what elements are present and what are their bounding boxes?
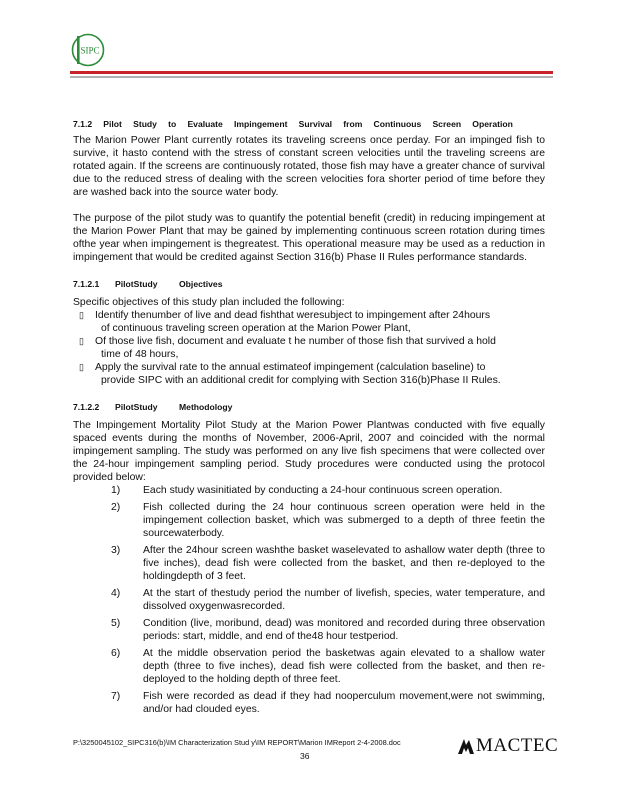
mactec-logo-icon bbox=[456, 736, 476, 756]
paragraph-screen-rotation: The Marion Power Plant currently rotates its traveling screens once perday. For an impinged fish to survive, it hasto contend with the stress of constant screen velocities until the traveling screens are rotated again. If the screens are continuously rotated, those fish may have a greater chance of survival due to the reduced stress of dealing with the screen velocities fora shorter period of time before they are washed back into the source water body. bbox=[73, 135, 545, 198]
section-heading-7-1-2: 7.1.2 Pilot Study to Evaluate Impingement Survival from Continuous Screen Operation bbox=[73, 119, 513, 129]
protocol-step: 2) Fish collected during the 24 hour continuous screen operation were held in the impingement collection basket, which was submerged to a depth of three feetin the sourcewaterbody. bbox=[111, 502, 545, 539]
objective-bullet: ▯ Apply the survival rate to the annual estimateof impingement (calculation baseline) to provide SIPC with an additional credit for complying with Section 316(b)Phase II Rules. bbox=[79, 362, 501, 386]
document-body bbox=[73, 118, 545, 720]
protocol-step: 6) At the middle observation period the basketwas again elevated to a shallow water depth (three to five inches), dead fish were collected from the basket, and then re-deployed to the holding depth of three feet. bbox=[111, 648, 545, 685]
svg-text:SIPC: SIPC bbox=[80, 45, 100, 56]
paragraph-pilot-purpose: The purpose of the pilot study was to quantify the potential benefit (credit) in reducing impingement at the Marion Power Plant that may be gained by implementing continuous screen rotation during times ofthe year when impingement is thegreatest. This operational measure may be used as a reduction in impingement that would be credited against Section 316(b) Phase II Rules performance standards. bbox=[73, 213, 545, 263]
objective-bullet: ▯ Identify thenumber of live and dead fishthat weresubject to impingement after 24hours of continuous traveling screen operation at the Marion Power Plant, bbox=[79, 310, 491, 334]
protocol-step: 3) After the 24hour screen washthe basket waselevated to ashallow water depth (three to five inches), dead fish were collected from the basket, and then re-deployed to the holdingdepth of 3 feet. bbox=[111, 545, 545, 582]
objectives-intro: Specific objectives of this study plan included the following: bbox=[73, 297, 345, 308]
page-number: 36 bbox=[300, 751, 310, 761]
bullet-box-icon: ▯ bbox=[79, 310, 84, 320]
sipc-logo-icon bbox=[70, 32, 106, 68]
section-heading-7-1-2-2: 7.1.2.2 PilotStudy Methodology bbox=[73, 402, 233, 412]
section-heading-7-1-2-1: 7.1.2.1 PilotStudy Objectives bbox=[73, 279, 223, 289]
protocol-step: 7) Fish were recorded as dead if they had nooperculum movement,were not swimming, and/or had clouded eyes. bbox=[111, 691, 545, 715]
bullet-box-icon: ▯ bbox=[79, 362, 84, 372]
mactec-brand: MACTEC bbox=[456, 735, 558, 757]
header-rule-red bbox=[70, 71, 553, 74]
header-rule-gray bbox=[70, 76, 553, 78]
footer-file-path: P:\3250045102_SIPC316(b)\IM Characterization Stud y\IM REPORT\Marion IMReport 2-4-2008.doc bbox=[73, 738, 401, 747]
paragraph-methodology: The Impingement Mortality Pilot Study at the Marion Power Plantwas conducted with five equally spaced events during the months of November, 2006-April, 2007 and coincided with the normal impingement sampling. The study was performed on any live fish specimens that were collected over the 24-hour impingement sampling period. Study procedures were conducted using the protocol provided below: bbox=[73, 420, 545, 483]
protocol-steps bbox=[73, 484, 545, 716]
objective-bullet: ▯ Of those live fish, document and evaluate t he number of those fish that survived a hold time of 48 hours, bbox=[79, 336, 496, 360]
bullet-box-icon: ▯ bbox=[79, 336, 84, 346]
protocol-step: 5) Condition (live, moribund, dead) was monitored and recorded during three observation periods: start, middle, and end of the48 hour testperiod. bbox=[111, 618, 545, 642]
protocol-step: 4) At the start of thestudy period the number of livefish, species, water temperature, and dissolved oxygenwasrecorded. bbox=[111, 588, 545, 612]
protocol-step: 1) Each study wasinitiated by conducting a 24-hour continuous screen operation. bbox=[111, 485, 503, 496]
